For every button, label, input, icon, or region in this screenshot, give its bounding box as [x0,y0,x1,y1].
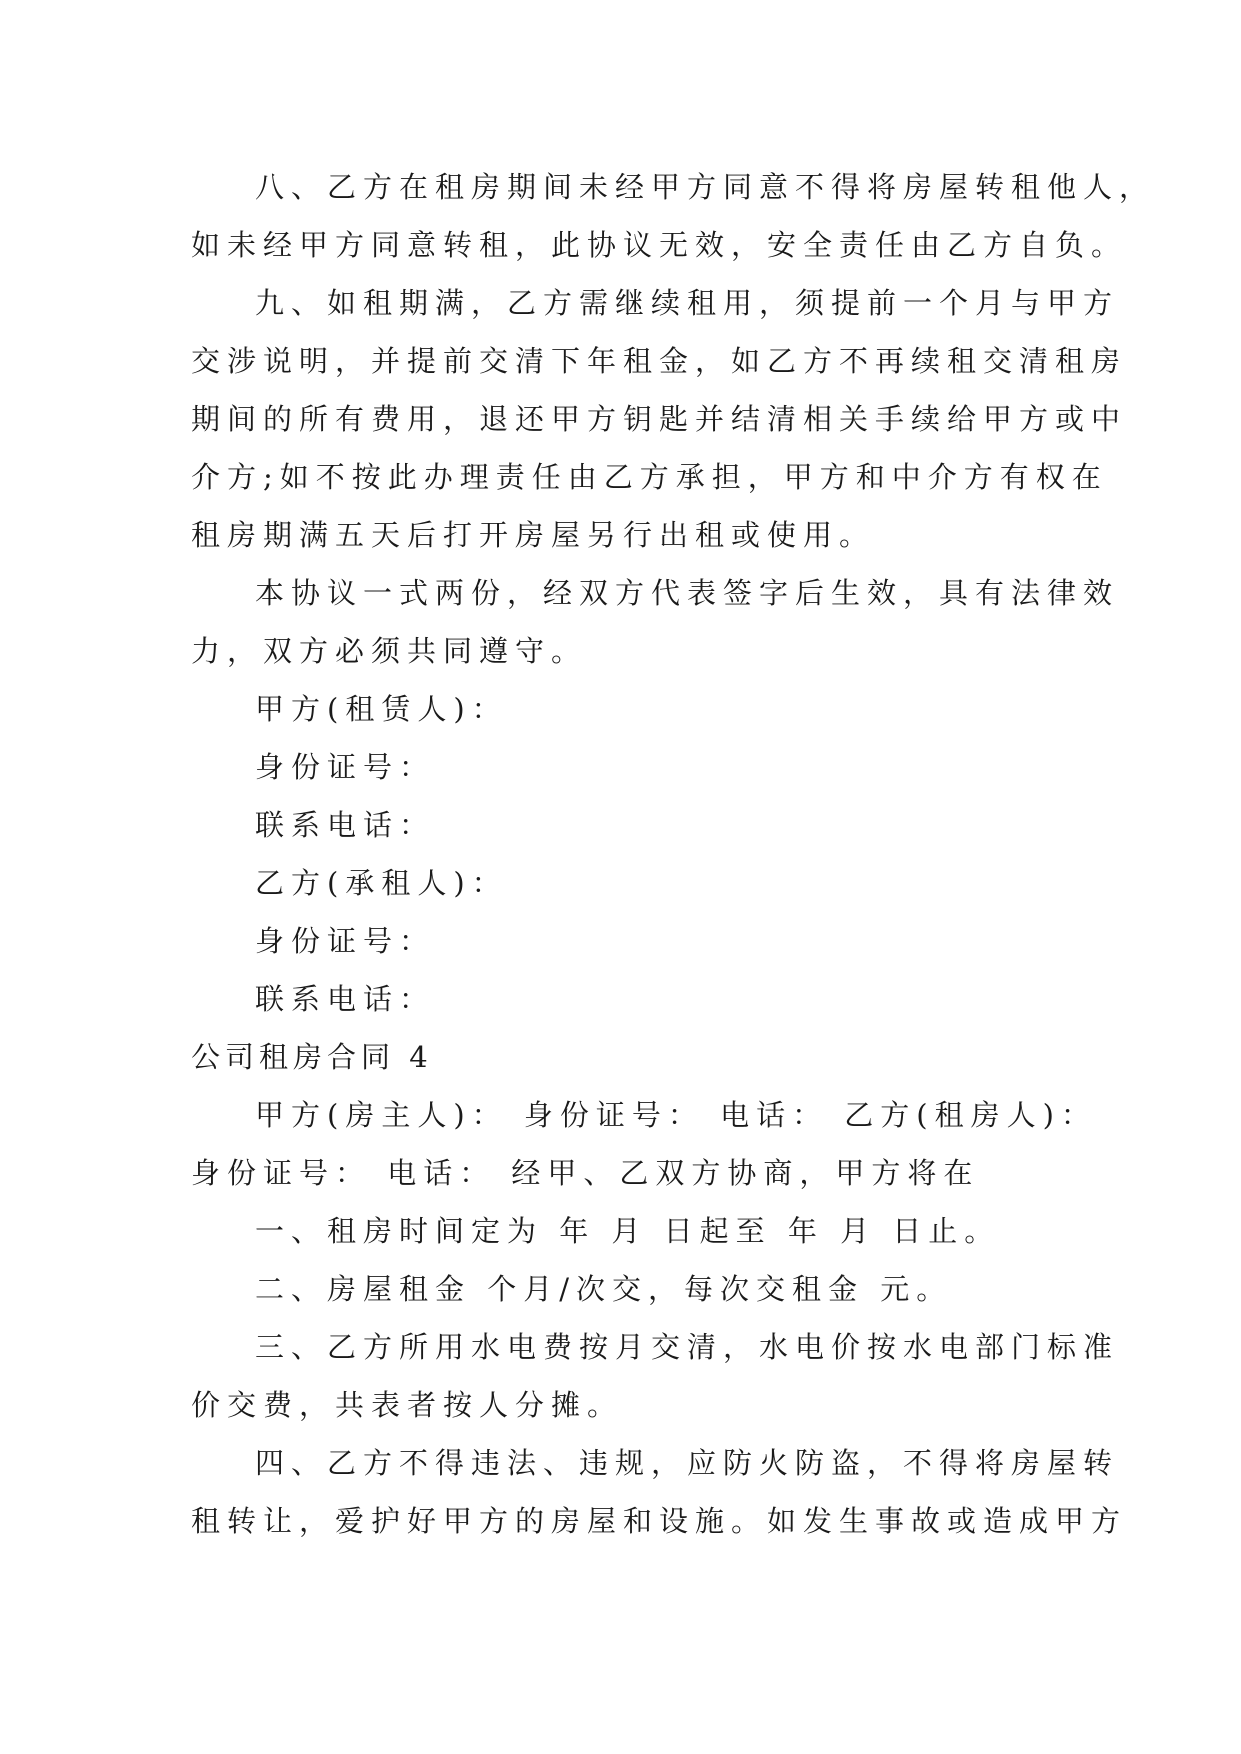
clause-8-line-1: 八、乙方在租房期间未经甲方同意不得将房屋转租他人， [255,170,1156,204]
clause-3-line-1: 三、乙方所用水电费按月交清，水电价按水电部门标准 [255,1330,1120,1364]
party-a-lessor-label: 甲方(租赁人)： [255,692,508,726]
clause-4-line-2: 租转让，爱护好甲方的房屋和设施。如发生事故或造成甲方 [191,1504,1128,1538]
clause-1-line-1: 一、租房时间定为 年 月 日起至 年 月 日止。 [255,1214,1001,1248]
party-a-id-label: 身份证号： [255,750,436,784]
document-body [191,158,1156,1550]
clause-8-line-2: 如未经甲方同意转租，此协议无效，安全责任由乙方自负。 [191,228,1128,262]
party-b-lessee-label: 乙方(承租人)： [255,866,508,900]
agreement-validity-line-1: 本协议一式两份，经双方代表签字后生效，具有法律效 [255,576,1120,610]
party-b-phone-label: 联系电话： [255,982,436,1016]
clause-9-line-4: 介方;如不按此办理责任由乙方承担，甲方和中介方有权在 [191,460,1108,494]
clause-9-line-3: 期间的所有费用，退还甲方钥匙并结清相关手续给甲方或中 [191,402,1128,436]
party-b-id-label: 身份证号： [255,924,436,958]
clause-2-line-1: 二、房屋租金 个月/次交，每次交租金 元。 [255,1272,953,1306]
clause-3-line-2: 价交费，共表者按人分摊。 [191,1388,624,1422]
clause-9-line-1: 九、如租期满，乙方需继续租用，须提前一个月与甲方 [255,286,1120,320]
clause-9-line-5: 租房期满五天后打开房屋另行出租或使用。 [191,518,876,552]
section-title: 公司租房合同 4 [191,1040,433,1074]
parties-line-2: 身份证号： 电话： 经甲、乙双方协商，甲方将在 [191,1156,980,1190]
party-a-phone-label: 联系电话： [255,808,436,842]
clause-9-line-2: 交涉说明，并提前交清下年租金，如乙方不再续租交清租房 [191,344,1128,378]
agreement-validity-line-2: 力，双方必须共同遵守。 [191,634,588,668]
parties-line-1: 甲方(房主人)： 身份证号： 电话： 乙方(租房人)： [255,1098,1097,1132]
clause-4-line-1: 四、乙方不得违法、违规，应防火防盗，不得将房屋转 [255,1446,1120,1480]
